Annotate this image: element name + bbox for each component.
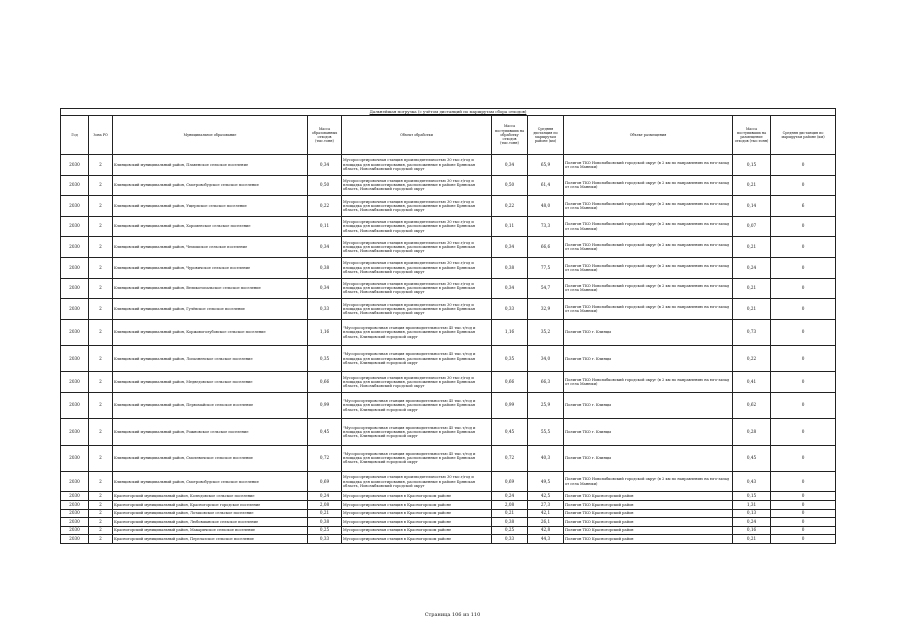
cell-disp: Полигон ТКО Новозыбковский городской округ (в 2 км по направлению на юго-запад от села Манюки) [564,372,733,393]
cell-mass: 0,25 [308,526,342,535]
cell-dist2: 0 [771,392,836,418]
cell-mdisp: 0,24 [733,257,771,278]
cell-mun: Клинцовский муниципальный район, Смотровобудское сельское поселение [113,175,308,196]
cell-year: 2030 [61,419,89,445]
cell-disp: Полигон ТКО Красногорский район [564,518,733,527]
table-row [61,257,836,278]
cell-mdisp: 0,14 [733,196,771,217]
cell-min: 0,21 [492,509,528,518]
cell-min: 1,16 [492,319,528,345]
cell-dist2: 0 [771,445,836,471]
cell-zone: 2 [89,319,113,345]
cell-proc: "Мусоросортировочная станция производительностью 45 тыс.т/год и площадка для компостирования, расположенные в районе Брянская область, Клинцовский городской округ [342,419,492,445]
table-caption: Дальнейшая погрузка (с учётом дистанций по маршрутам сбора отходов) [61,109,836,116]
cell-disp: Полигон ТКО Новозыбковский городской округ (в 2 км по направлению на юго-запад от села Манюки) [564,175,733,196]
waste-table [60,108,836,544]
cell-mass: 2,08 [308,501,342,510]
cell-mdisp: 0,22 [733,346,771,372]
cell-zone: 2 [89,196,113,217]
table-row [61,526,836,535]
cell-disp: Полигон ТКО Новозыбковский городской округ (в 2 км по направлению на юго-запад от села Манюки) [564,257,733,278]
cell-zone: 2 [89,471,113,492]
table-row [61,216,836,237]
cell-min: 0,24 [492,492,528,501]
col-header-processing: Объект обработки [342,116,492,155]
cell-mass: 0,35 [308,346,342,372]
table-row [61,471,836,492]
cell-disp: Полигон ТКО Новозыбковский городской округ (в 2 км по направлению на юго-запад от села Манюки) [564,216,733,237]
cell-year: 2030 [61,216,89,237]
cell-dist2: 0 [771,501,836,510]
cell-mun: Клинцовский муниципальный район, Плавенское сельское поселение [113,155,308,176]
cell-disp: Полигон ТКО Новозыбковский городской округ (в 2 км по направлению на юго-запад от села Манюки) [564,196,733,217]
cell-proc: Мусоросортировочная станция производительностью 30 тыс.т/год и площадка для компостирования, расположенные в районе Брянская область, Новозыбковский городской округ [342,237,492,258]
cell-mun: Красногорский муниципальный район, Лотаковское сельское поселение [113,509,308,518]
cell-mass: 0,11 [308,216,342,237]
cell-mun: Красногорский муниципальный район, Макаричское сельское поселение [113,526,308,535]
cell-proc: Мусоросортировочная станция в Красногорском районе [342,492,492,501]
table-row [61,445,836,471]
cell-dist: 34,0 [528,346,564,372]
cell-min: 0,50 [492,175,528,196]
cell-year: 2030 [61,278,89,299]
cell-mdisp: 0,15 [733,155,771,176]
cell-disp: Полигон ТКО г. Клинцы [564,392,733,418]
cell-zone: 2 [89,392,113,418]
cell-dist2: 0 [771,535,836,544]
cell-year: 2030 [61,257,89,278]
cell-mdisp: 0,15 [733,492,771,501]
cell-year: 2030 [61,492,89,501]
table-row [61,346,836,372]
col-header-distance-2: Средняя дистанция по маршрутам районе (км) [771,116,836,155]
cell-zone: 2 [89,492,113,501]
cell-proc: Мусоросортировочная станция производительностью 30 тыс.т/год и площадка для компостирования, расположенные в районе Брянская область, Новозыбковский городской округ [342,196,492,217]
cell-proc: "Мусоросортировочная станция производительностью 45 тыс.т/год и площадка для компостирования, расположенные в районе Брянская область, Клинцовский городской округ [342,346,492,372]
cell-mass: 0,34 [308,237,342,258]
cell-mun: Красногорский муниципальный район, Красногорское городское поселение [113,501,308,510]
cell-dist2: 0 [771,471,836,492]
cell-dist: 65,9 [528,155,564,176]
cell-year: 2030 [61,392,89,418]
cell-mass: 0,38 [308,518,342,527]
cell-dist2: 0 [771,372,836,393]
cell-mdisp: 0,45 [733,445,771,471]
cell-disp: Полигон ТКО Красногорский район [564,501,733,510]
cell-mun: Клинцовский муниципальный район, Великотопальское сельское поселение [113,278,308,299]
cell-min: 0,11 [492,216,528,237]
cell-min: 0,45 [492,419,528,445]
cell-proc: Мусоросортировочная станция производительностью 30 тыс.т/год и площадка для компостирования, расположенные в районе Брянская область, Новозыбковский городской округ [342,216,492,237]
cell-mdisp: 0,07 [733,216,771,237]
cell-dist2: 0 [771,257,836,278]
cell-disp: Полигон ТКО Новозыбковский городской округ (в 2 км по направлению на юго-запад от села Манюки) [564,471,733,492]
cell-mdisp: 0,13 [733,509,771,518]
cell-mun: Клинцовский муниципальный район, Смолевичское сельское поселение [113,445,308,471]
cell-zone: 2 [89,526,113,535]
cell-year: 2030 [61,471,89,492]
table-row [61,372,836,393]
cell-proc: Мусоросортировочная станция в Красногорском районе [342,509,492,518]
cell-mun: Клинцовский муниципальный район, Лопазненское сельское поселение [113,346,308,372]
cell-dist: 66,6 [528,237,564,258]
cell-mun: Клинцовский муниципальный район, Первомайское сельское поселение [113,392,308,418]
cell-mdisp: 0,21 [733,278,771,299]
cell-mdisp: 0,21 [733,237,771,258]
cell-proc: Мусоросортировочная станция в Красногорском районе [342,518,492,527]
cell-dist2: 0 [771,319,836,345]
cell-dist2: 0 [771,492,836,501]
cell-mass: 0,33 [308,535,342,544]
cell-dist: 42,5 [528,492,564,501]
cell-proc: Мусоросортировочная станция производительностью 30 тыс.т/год и площадка для компостирования, расположенные в районе Брянская область, Новозыбковский городской округ [342,278,492,299]
table-row [61,237,836,258]
cell-mun: Красногорский муниципальный район, Любовшанское сельское поселение [113,518,308,527]
cell-mdisp: 0,73 [733,319,771,345]
cell-mdisp: 0,21 [733,299,771,320]
table-row [61,299,836,320]
cell-mass: 0,99 [308,392,342,418]
table-row [61,155,836,176]
cell-proc: Мусоросортировочная станция в Красногорском районе [342,526,492,535]
col-header-year: Год [61,116,89,155]
cell-disp: Полигон ТКО Красногорский район [564,526,733,535]
cell-mun: Клинцовский муниципальный район, Хороменское сельское поселение [113,216,308,237]
cell-dist: 61,4 [528,175,564,196]
cell-mun: Красногорский муниципальный район, Колюдовское сельское поселение [113,492,308,501]
cell-mdisp: 0,16 [733,526,771,535]
cell-dist: 48,0 [528,196,564,217]
cell-zone: 2 [89,237,113,258]
col-header-distance: Средняя дистанция по маршрутам районе (км) [528,116,564,155]
cell-proc: "Мусоросортировочная станция производительностью 45 тыс.т/год и площадка для компостирования, расположенные в районе Брянская область, Клинцовский городской округ [342,319,492,345]
cell-dist2: 0 [771,518,836,527]
cell-dist: 27,3 [528,501,564,510]
cell-zone: 2 [89,445,113,471]
cell-zone: 2 [89,501,113,510]
cell-year: 2030 [61,175,89,196]
cell-min: 0,25 [492,526,528,535]
cell-mdisp: 0,21 [733,535,771,544]
cell-mdisp: 0,41 [733,372,771,393]
table-row [61,518,836,527]
table-row [61,319,836,345]
cell-year: 2030 [61,518,89,527]
cell-mass: 0,34 [308,155,342,176]
cell-year: 2030 [61,445,89,471]
cell-min: 0,69 [492,471,528,492]
cell-disp: Полигон ТКО Красногорский район [564,509,733,518]
cell-proc: Мусоросортировочная станция производительностью 30 тыс.т/год и площадка для компостирования, расположенные в районе Брянская область, Новозыбковский городской округ [342,299,492,320]
cell-mdisp: 0,62 [733,392,771,418]
cell-mass: 0,21 [308,509,342,518]
cell-min: 0,99 [492,392,528,418]
col-header-mass: Масса образованных отходов (тыс.тонн) [308,116,342,155]
cell-mdisp: 0,43 [733,471,771,492]
table-row [61,535,836,544]
cell-year: 2030 [61,509,89,518]
cell-min: 0,35 [492,346,528,372]
cell-mun: Клинцовский муниципальный район, Гулёвское сельское поселение [113,299,308,320]
cell-disp: Полигон ТКО Новозыбковский городской округ (в 2 км по направлению на юго-запад от села Манюки) [564,299,733,320]
cell-proc: Мусоросортировочная станция производительностью 30 тыс.т/год и площадка для компостирования, расположенные в районе Брянская область, Новозыбковский городской округ [342,471,492,492]
cell-year: 2030 [61,237,89,258]
col-header-mass-disposal: Масса поступивших на размещение отходов (тыс.тонн) [733,116,771,155]
document-sheet [60,108,835,544]
table-row [61,196,836,217]
cell-disp: Полигон ТКО Красногорский район [564,535,733,544]
cell-mass: 0,66 [308,372,342,393]
cell-mun: Клинцовский муниципальный район, Чемошское сельское поселение [113,237,308,258]
cell-mass: 0,34 [308,278,342,299]
cell-mass: 0,24 [308,492,342,501]
cell-year: 2030 [61,155,89,176]
cell-mun: Клинцовский муниципальный район, Медведовское сельское поселение [113,372,308,393]
table-row [61,501,836,510]
cell-min: 0,33 [492,299,528,320]
cell-min: 0,33 [492,535,528,544]
table-row [61,419,836,445]
cell-min: 0,22 [492,196,528,217]
cell-mdisp: 0,28 [733,419,771,445]
cell-disp: Полигон ТКО Красногорский район [564,492,733,501]
cell-dist: 40,3 [528,445,564,471]
cell-dist: 25,9 [528,392,564,418]
cell-year: 2030 [61,526,89,535]
cell-min: 0,66 [492,372,528,393]
cell-proc: Мусоросортировочная станция в Красногорском районе [342,501,492,510]
cell-mass: 0,38 [308,257,342,278]
cell-zone: 2 [89,372,113,393]
cell-mun: Клинцовский муниципальный район, Рожновское сельское поселение [113,419,308,445]
cell-mass: 0,45 [308,419,342,445]
cell-year: 2030 [61,196,89,217]
col-header-disposal: Объект размещения [564,116,733,155]
cell-proc: Мусоросортировочная станция в Красногорском районе [342,535,492,544]
cell-proc: Мусоросортировочная станция производительностью 30 тыс.т/год и площадка для компостирования, расположенные в районе Брянская область, Новозыбковский городской округ [342,175,492,196]
cell-mun: Клинцовский муниципальный район, Чуровичское сельское поселение [113,257,308,278]
cell-proc: Мусоросортировочная станция производительностью 30 тыс.т/год и площадка для компостирования, расположенные в районе Брянская область, Новозыбковский городской округ [342,372,492,393]
cell-year: 2030 [61,372,89,393]
table-row [61,278,836,299]
cell-zone: 2 [89,278,113,299]
cell-zone: 2 [89,216,113,237]
cell-dist2: 0 [771,299,836,320]
table-body [61,155,836,544]
cell-dist: 35,2 [528,319,564,345]
cell-dist2: 0 [771,509,836,518]
cell-mass: 0,50 [308,175,342,196]
cell-year: 2030 [61,535,89,544]
cell-dist: 77,5 [528,257,564,278]
cell-proc: "Мусоросортировочная станция производительностью 45 тыс.т/год и площадка для компостирования, расположенные в районе Брянская область, Клинцовский городской округ [342,445,492,471]
cell-dist2: 0 [771,216,836,237]
cell-dist: 42,8 [528,526,564,535]
cell-dist: 32,9 [528,299,564,320]
cell-dist2: 6 [771,196,836,217]
cell-min: 0,72 [492,445,528,471]
cell-zone: 2 [89,155,113,176]
cell-dist2: 0 [771,237,836,258]
cell-zone: 2 [89,257,113,278]
cell-mun: Клинцовский муниципальный район, Коржовоголубовское сельское поселение [113,319,308,345]
cell-dist: 44,3 [528,535,564,544]
col-header-zone: Зона РО [89,116,113,155]
cell-dist2: 0 [771,175,836,196]
cell-zone: 2 [89,518,113,527]
col-header-municipality: Муниципальное образование [113,116,308,155]
cell-mass: 0,33 [308,299,342,320]
cell-disp: Полигон ТКО Новозыбковский городской округ (в 2 км по направлению на юго-запад от села Манюки) [564,237,733,258]
cell-dist: 55,5 [528,419,564,445]
cell-year: 2030 [61,346,89,372]
cell-disp: Полигон ТКО г. Клинцы [564,419,733,445]
cell-dist2: 0 [771,155,836,176]
cell-disp: Полигон ТКО Новозыбковский городской округ (в 2 км по направлению на юго-запад от села Манюки) [564,155,733,176]
cell-dist: 26,1 [528,518,564,527]
cell-zone: 2 [89,175,113,196]
cell-min: 0,38 [492,257,528,278]
cell-zone: 2 [89,419,113,445]
cell-year: 2030 [61,319,89,345]
cell-year: 2030 [61,299,89,320]
cell-proc: "Мусоросортировочная станция производительностью 45 тыс.т/год и площадка для компостирования, расположенные в районе Брянская область, Клинцовский городской округ [342,392,492,418]
cell-dist2: 0 [771,419,836,445]
cell-dist2: 0 [771,278,836,299]
cell-dist: 54,7 [528,278,564,299]
cell-min: 0,34 [492,237,528,258]
cell-proc: Мусоросортировочная станция производительностью 30 тыс.т/год и площадка для компостирования, расположенные в районе Брянская область, Новозыбковский городской округ [342,155,492,176]
cell-zone: 2 [89,299,113,320]
cell-mdisp: 0,21 [733,175,771,196]
cell-min: 2,08 [492,501,528,510]
cell-year: 2030 [61,501,89,510]
cell-disp: Полигон ТКО г. Клинцы [564,445,733,471]
cell-mun: Клинцовский муниципальный район, Смотровобудское сельское поселение [113,471,308,492]
cell-mass: 1,16 [308,319,342,345]
cell-disp: Полигон ТКО Новозыбковский городской округ (в 2 км по направлению на юго-запад от села Манюки) [564,278,733,299]
table-row [61,392,836,418]
cell-dist2: 0 [771,346,836,372]
cell-mdisp: 1,31 [733,501,771,510]
page-number: Страница 106 из 110 [424,612,481,618]
table-row [61,492,836,501]
cell-dist: 66,3 [528,372,564,393]
cell-mass: 0,72 [308,445,342,471]
cell-zone: 2 [89,509,113,518]
cell-mun: Клинцовский муниципальный район, Ущерпское сельское поселение [113,196,308,217]
table-row [61,175,836,196]
cell-min: 0,34 [492,155,528,176]
cell-dist: 42,1 [528,509,564,518]
cell-min: 0,38 [492,518,528,527]
col-header-mass-in: Масса поступивших на обработку отходов (тыс.тонн) [492,116,528,155]
cell-mdisp: 0,24 [733,518,771,527]
cell-mass: 0,22 [308,196,342,217]
cell-mass: 0,69 [308,471,342,492]
cell-dist: 49,5 [528,471,564,492]
cell-dist2: 0 [771,526,836,535]
cell-disp: Полигон ТКО г. Клинцы [564,319,733,345]
cell-min: 0,34 [492,278,528,299]
cell-dist: 73,3 [528,216,564,237]
table-row [61,509,836,518]
cell-mun: Красногорский муниципальный район, Перелазское сельское поселение [113,535,308,544]
cell-zone: 2 [89,346,113,372]
cell-disp: Полигон ТКО г. Клинцы [564,346,733,372]
cell-proc: Мусоросортировочная станция производительностью 30 тыс.т/год и площадка для компостирования, расположенные в районе Брянская область, Новозыбковский городской округ [342,257,492,278]
cell-zone: 2 [89,535,113,544]
